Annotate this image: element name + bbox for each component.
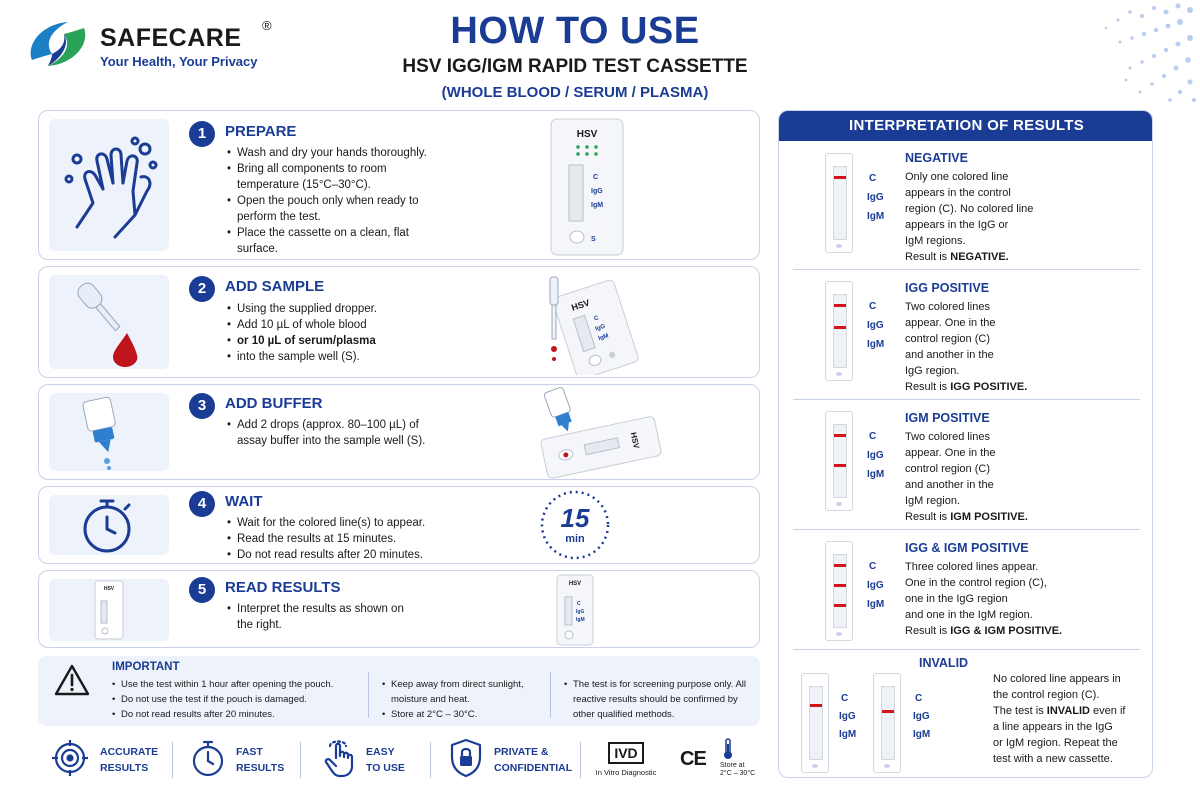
result-description: Two colored lines appear. One in the control region (C) and another in the IgM region. Result is IGM POSITIVE. <box>905 431 1028 523</box>
svg-text:C: C <box>577 601 581 607</box>
stopwatch-icon <box>49 495 169 555</box>
list-item: • Read the results at 15 minutes. <box>227 531 425 547</box>
divider <box>300 742 301 778</box>
step-title: WAIT <box>225 493 263 510</box>
svg-text:IgM: IgM <box>591 202 604 209</box>
buffer-bottle-icon <box>49 393 169 471</box>
timer-unit: min <box>565 533 585 545</box>
feature-label: PRIVATE & <box>494 746 549 758</box>
igg-label: IgG <box>839 711 856 722</box>
list-item: • Place the cassette on a clean, flat surface. <box>227 225 437 257</box>
product-name: HSV IGG/IGM RAPID TEST CASSETTE <box>402 56 748 77</box>
igm-line <box>834 464 846 467</box>
shield-lock-icon <box>448 738 484 778</box>
important-list <box>112 677 362 722</box>
ce-mark: CE <box>680 748 706 770</box>
divider <box>368 672 369 718</box>
timer-value: 15 <box>560 503 590 533</box>
igg-line <box>834 326 846 329</box>
feature-label: RESULTS <box>100 762 149 774</box>
control-line <box>834 564 846 567</box>
brand-name: SAFECARE <box>100 24 242 52</box>
svg-text:S: S <box>591 236 596 243</box>
list-item: • or 10 µL of serum/plasma <box>227 333 377 349</box>
buffer-bottle-illustration <box>49 393 169 471</box>
list-item: • Do not read results after 20 minutes. <box>112 707 362 722</box>
divider <box>580 742 581 778</box>
stopwatch-illustration <box>49 495 169 555</box>
list-item: • Add 2 drops (approx. 80–100 µL) of assay buffer into the sample well (S). <box>227 417 427 449</box>
step-number: 1 <box>189 121 215 147</box>
svg-text:HSV: HSV <box>568 581 582 587</box>
list-item: • Interpret the results as shown on the right. <box>227 601 407 633</box>
specimen-types: (WHOLE BLOOD / SERUM / PLASMA) <box>441 84 709 101</box>
storage-line2: 2°C – 30°C <box>720 770 756 777</box>
igm-label: IgM <box>867 599 885 610</box>
divider <box>172 742 173 778</box>
igg-label: IgG <box>867 320 884 331</box>
igm-label: IgM <box>913 729 931 740</box>
feature-fast <box>190 738 300 782</box>
feature-label: FAST <box>236 746 263 758</box>
divider <box>430 742 431 778</box>
important-list <box>564 677 750 722</box>
c-label: C <box>915 693 923 704</box>
dropper-icon <box>49 275 169 369</box>
svg-text:IgG: IgG <box>591 188 603 195</box>
warning-icon <box>54 664 90 696</box>
svg-text:IgG: IgG <box>576 609 585 615</box>
timer-badge <box>537 487 613 563</box>
ivd-label: IVD <box>608 742 644 764</box>
c-label: C <box>869 431 877 442</box>
step-instructions <box>227 515 425 563</box>
igg-label: IgG <box>867 450 884 461</box>
step-number: 3 <box>189 393 215 419</box>
hand-wash-icon <box>49 119 169 251</box>
svg-text:C: C <box>593 174 599 181</box>
brand <box>22 14 282 74</box>
step-title: ADD SAMPLE <box>225 278 325 295</box>
cassette-with-dropper-icon <box>507 271 667 375</box>
list-item: • Bring all components to room temperature (15°C–30°C). <box>227 161 437 193</box>
divider <box>793 399 1140 400</box>
list-item: • Wait for the colored line(s) to appear. <box>227 515 425 531</box>
divider <box>793 649 1140 650</box>
step-instructions <box>227 417 427 449</box>
brand-tagline: Your Health, Your Privacy <box>100 54 258 69</box>
interpretation-panel <box>778 110 1153 778</box>
list-item: • Store at 2°C – 30°C. <box>382 707 542 722</box>
storage-line1: Store at <box>720 762 745 769</box>
stopwatch-icon <box>190 738 226 778</box>
page-title: HOW TO USE <box>450 10 700 52</box>
result-title: NEGATIVE <box>905 151 968 165</box>
step-instructions <box>227 301 377 365</box>
step-number: 5 <box>189 577 215 603</box>
igg-label: IgG <box>913 711 930 722</box>
result-title: INVALID <box>919 656 969 670</box>
cassette-negative <box>825 153 853 253</box>
c-label: C <box>841 693 849 704</box>
c-label: C <box>869 173 877 184</box>
svg-text:IgM: IgM <box>597 333 610 343</box>
igm-line <box>834 604 846 607</box>
step-instructions <box>227 145 437 257</box>
step-add-buffer <box>38 384 760 480</box>
list-item: • Open the pouch only when ready to perform the test. <box>227 193 437 225</box>
ivd-mark <box>594 742 664 782</box>
result-title: IGM POSITIVE <box>905 411 990 425</box>
important-notice <box>38 656 760 726</box>
feature-private <box>448 738 578 782</box>
cassette-with-buffer-icon <box>523 387 663 479</box>
list-item: • Wash and dry your hands thoroughly. <box>227 145 437 161</box>
list-item: • Using the supplied dropper. <box>227 301 377 317</box>
ivd-caption: In Vitro Diagnostic <box>595 768 657 777</box>
igg-label: IgG <box>867 192 884 203</box>
list-item: • Keep away from direct sunlight, moisture and heat. <box>382 677 542 707</box>
list-item: • Do not read results after 20 minutes. <box>227 547 425 563</box>
igm-label: IgM <box>867 211 885 222</box>
igg-line <box>810 704 822 707</box>
result-description: No colored line appears in the control region (C). The test is INVALID even if a line appears in the IgG or IgM region. Repeat the test with a new cassette. <box>993 673 1126 765</box>
step-number: 4 <box>189 491 215 517</box>
dropper-illustration <box>49 275 169 369</box>
igm-line <box>882 710 894 713</box>
divider <box>793 269 1140 270</box>
result-title: IGG & IGM POSITIVE <box>905 541 1029 555</box>
result-description: Only one colored line appears in the control region (C). No colored line appears in the IgG or IgM regions. Result is NEGATIVE. <box>905 171 1034 263</box>
storage-mark <box>714 738 764 782</box>
c-label: C <box>869 561 877 572</box>
feature-easy <box>320 738 430 782</box>
c-label: C <box>869 301 877 312</box>
cassette-invalid-2 <box>873 673 901 773</box>
feature-accurate <box>50 738 170 782</box>
result-description: Three colored lines appear. One in the control region (C), one in the IgG region and one in the IgM region. Result is IGG & IGM POSITIVE. <box>905 561 1063 637</box>
step-read-results <box>38 570 760 648</box>
thermometer-icon <box>720 738 736 760</box>
divider <box>550 672 551 718</box>
cassette-label: HSV <box>576 129 598 140</box>
step-instructions <box>227 601 407 633</box>
cassette-igg-igm-positive <box>825 541 853 641</box>
target-icon <box>50 738 90 778</box>
igg-line <box>834 584 846 587</box>
step-number: 2 <box>189 276 215 302</box>
cassette-invalid-1 <box>801 673 829 773</box>
igm-label: IgM <box>839 729 857 740</box>
svg-text:HSV: HSV <box>103 586 115 592</box>
cassette-igm-positive <box>825 411 853 511</box>
feature-label: CONFIDENTIAL <box>494 762 573 774</box>
control-line <box>834 304 846 307</box>
step-title: ADD BUFFER <box>225 395 323 412</box>
control-line <box>834 434 846 437</box>
svg-text:C: C <box>593 315 600 323</box>
result-title: IGG POSITIVE <box>905 281 990 295</box>
igg-label: IgG <box>867 580 884 591</box>
feature-label: ACCURATE <box>100 746 159 758</box>
important-list <box>382 677 542 722</box>
cassette-icon <box>547 117 627 257</box>
list-item: • into the sample well (S). <box>227 349 377 365</box>
feature-label: RESULTS <box>236 762 285 774</box>
important-title: IMPORTANT <box>112 661 180 673</box>
hand-wash-illustration <box>49 119 169 251</box>
step-wait <box>38 486 760 564</box>
feature-label: TO USE <box>366 762 405 774</box>
cassette-illustration <box>49 579 169 641</box>
registered-mark: ® <box>262 18 272 33</box>
svg-text:IgM: IgM <box>576 617 585 623</box>
list-item: • Do not use the test if the pouch is damaged. <box>112 692 362 707</box>
step-add-sample <box>38 266 760 378</box>
cassette-igg-positive <box>825 281 853 381</box>
igm-label: IgM <box>867 339 885 350</box>
cassette-icon <box>49 579 169 641</box>
svg-text:HSV: HSV <box>628 431 641 450</box>
svg-text:IgG: IgG <box>594 323 607 333</box>
safecare-logo-icon <box>22 14 94 74</box>
result-description: Two colored lines appear. One in the control region (C) and another in the IgG region. Result is IGG POSITIVE. <box>905 301 1028 393</box>
step-title: READ RESULTS <box>225 579 341 596</box>
list-item: • The test is for screening purpose only. All reactive results should be confirmed by other qualified methods. <box>564 677 750 722</box>
cassette-icon <box>555 573 595 647</box>
divider <box>793 529 1140 530</box>
step-title: PREPARE <box>225 123 297 140</box>
svg-text:HSV: HSV <box>570 297 591 313</box>
list-item: • Add 10 µL of whole blood <box>227 317 377 333</box>
step-prepare <box>38 110 760 260</box>
igm-label: IgM <box>867 469 885 480</box>
control-line <box>834 176 846 179</box>
decorative-dots-icon <box>1030 0 1200 110</box>
list-item: • Use the test within 1 hour after opening the pouch. <box>112 677 362 692</box>
feature-label: EASY <box>366 746 395 758</box>
hand-tap-icon <box>320 738 360 778</box>
interpretation-heading: INTERPRETATION OF RESULTS <box>779 111 1153 141</box>
